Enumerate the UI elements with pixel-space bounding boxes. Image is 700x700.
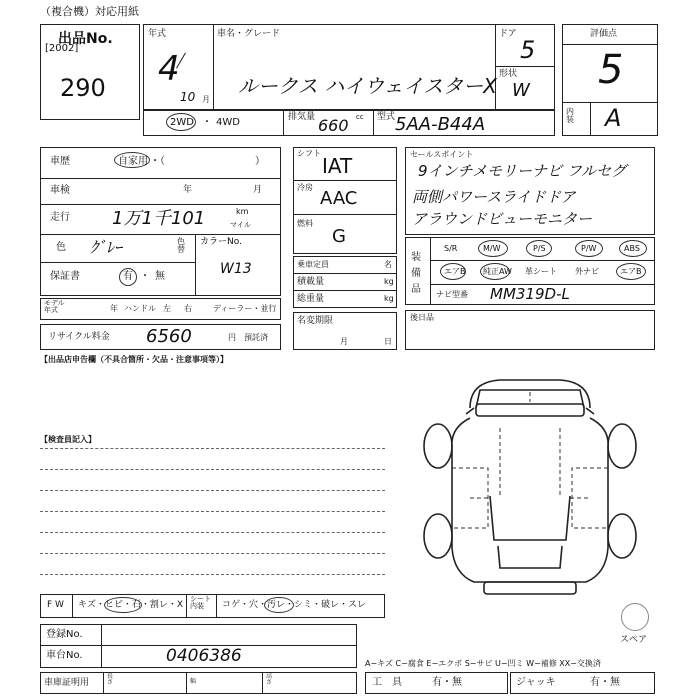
car-damage-diagram xyxy=(410,368,650,600)
mileage-label: 走行 xyxy=(50,212,70,223)
color-value: ｸﾞﾚｰ xyxy=(90,238,123,257)
aircon-label: 冷房 xyxy=(297,183,313,192)
history-close: ） xyxy=(255,156,265,167)
history-value: 自家用 xyxy=(118,156,148,167)
seat-text: コゲ・穴・汚レ・シミ・破レ・スレ xyxy=(222,600,367,610)
year-value: 4 xyxy=(158,49,180,89)
cert-col-width: 幅 xyxy=(190,678,197,685)
model-value: 5AA-B44A xyxy=(395,114,486,135)
warranty-yes: 有 xyxy=(123,271,133,282)
car-name-value: ルークス ハイウェイスターX xyxy=(238,74,497,98)
cert-label: 車庫証明用 xyxy=(44,678,90,688)
legend-text: A−キズ C−腐食 E−エクボ S−サビ U−凹ミ W−補修 XX−交換済 xyxy=(365,659,601,668)
handle-label: ハンドル xyxy=(124,304,156,313)
interior-label: 内装 xyxy=(566,107,574,124)
shape-value: W xyxy=(512,80,530,101)
drive-2wd: 2WD xyxy=(170,117,194,128)
mileage-unit1: km xyxy=(236,207,249,216)
sales-point-line-1: 9インチメモリーナビ フルセグ xyxy=(418,162,627,180)
navi-label: ナビ型番 xyxy=(436,290,468,299)
equip-r2-0: エアB xyxy=(444,267,466,276)
sales-point-line-3: アラウンドビューモニター xyxy=(412,210,593,228)
jack-options: 有・無 xyxy=(590,677,620,688)
after-day-label: 後日品 xyxy=(410,313,434,322)
fw-label: F W xyxy=(47,600,64,610)
handle-right: 右 xyxy=(184,304,192,313)
tools-options: 有・無 xyxy=(432,677,462,688)
recycle-deposit: 預託済 xyxy=(244,333,268,342)
capacity-label: 乗車定員 xyxy=(297,260,329,269)
reg-label: 登録No. xyxy=(46,629,83,640)
car-name-label: 車名・グレード xyxy=(217,29,281,39)
mileage-unit2: マイル xyxy=(230,221,251,229)
lot-note: [2002] xyxy=(45,43,79,54)
name-change-day: 日 xyxy=(384,337,392,346)
equip-r1-3: P/W xyxy=(581,244,597,253)
handle-left: 左 xyxy=(163,304,171,313)
model-label: 型式 xyxy=(377,112,396,122)
tools-label: 工 具 xyxy=(372,677,402,688)
fw-text: キズ・ヒビ・石・割レ・X xyxy=(78,600,183,610)
equip-r2-4: エアB xyxy=(620,267,642,276)
color-label: 色 xyxy=(56,242,66,253)
load-label: 積載量 xyxy=(297,277,325,287)
fuel-value: G xyxy=(332,226,346,247)
shaken-year: 年 xyxy=(183,185,193,195)
after-day-box xyxy=(405,310,655,350)
year-month-unit: 月 xyxy=(202,95,210,104)
shaken-month: 月 xyxy=(253,185,263,195)
spare-tire-icon xyxy=(621,603,649,631)
recycle-label: リサイクル料金 xyxy=(48,332,110,342)
interior-value: A xyxy=(605,104,622,132)
equip-r2-1: 純正AW xyxy=(483,267,512,276)
name-change-label: 名変期限 xyxy=(297,316,334,326)
sales-point-line-2: 両側パワースライドドア xyxy=(412,188,576,206)
history-extra: ・（ xyxy=(150,156,165,167)
capacity-unit: 名 xyxy=(384,260,392,269)
color-no-value: W13 xyxy=(220,261,252,277)
dealer-label: ディーラー・並行 xyxy=(213,304,277,313)
notes-header: 【出品店申告欄（不具合箇所・欠品・注意事項等）】 xyxy=(40,355,228,364)
equip-r2-3: 外ナビ xyxy=(575,267,599,276)
mileage-value: 1万1千101 xyxy=(112,208,206,229)
recycle-value: 6560 xyxy=(146,326,192,347)
sales-point-label: セールスポイント xyxy=(410,150,474,159)
cert-col-height: 高さ xyxy=(266,673,273,686)
year-month: 10 xyxy=(180,90,196,104)
color-no-label: カラーNo. xyxy=(200,237,242,247)
navi-value: MM319D-L xyxy=(490,285,570,303)
shape-label: 形状 xyxy=(499,69,518,79)
lot-number: 290 xyxy=(60,74,106,102)
spare-label: スペア xyxy=(620,635,648,645)
shaken-label: 車検 xyxy=(50,185,70,196)
chassis-label: 車台No. xyxy=(46,650,83,661)
equip-r1-0: S/R xyxy=(444,244,458,253)
equip-r2-2: 革シート xyxy=(525,267,557,276)
load-unit: kg xyxy=(384,277,394,286)
door-label: ドア xyxy=(499,29,517,39)
shift-value: IAT xyxy=(322,154,353,178)
name-change-month: 月 xyxy=(340,337,348,346)
displacement-value: 660 xyxy=(318,116,349,135)
gross-label: 総重量 xyxy=(297,294,325,304)
door-value: 5 xyxy=(520,36,536,64)
jack-label: ジャッキ xyxy=(516,677,556,688)
equip-r1-1: M/W xyxy=(483,244,501,253)
recycle-unit: 円 xyxy=(228,333,236,342)
warranty-no: 無 xyxy=(155,271,165,282)
color-change: 色替 xyxy=(177,237,185,254)
seat-label: シート内装 xyxy=(190,595,211,610)
gross-unit: kg xyxy=(384,294,394,303)
history-label: 車歴 xyxy=(50,156,70,167)
equip-r1-4: ABS xyxy=(624,244,640,253)
warranty-label: 保証書 xyxy=(50,271,80,282)
cert-col-length: 長さ xyxy=(107,673,114,686)
drive-4wd: 4WD xyxy=(216,117,240,128)
displacement-label: 排気量 xyxy=(288,112,316,122)
model-year-year: 年 xyxy=(110,304,118,313)
aircon-value: AAC xyxy=(320,188,358,209)
year-label: 年式 xyxy=(148,29,167,39)
equipment-label: 装備品 xyxy=(411,252,421,295)
equip-r1-2: P/S xyxy=(533,244,546,253)
drive-sep: ・ xyxy=(202,117,212,128)
model-year-label: モデル年式 xyxy=(44,299,65,314)
chassis-value: 0406386 xyxy=(166,646,242,666)
score-label: 評価点 xyxy=(590,29,618,39)
fuel-label: 燃料 xyxy=(297,219,313,228)
lot-label: 出品No. xyxy=(58,31,113,47)
inspector-label: 【検査員記入】 xyxy=(40,435,96,444)
score-value: 5 xyxy=(598,47,624,93)
displacement-unit: cc xyxy=(356,113,364,121)
form-title: （複合機）対応用紙 xyxy=(40,5,139,18)
shift-label: シフト xyxy=(297,149,321,158)
